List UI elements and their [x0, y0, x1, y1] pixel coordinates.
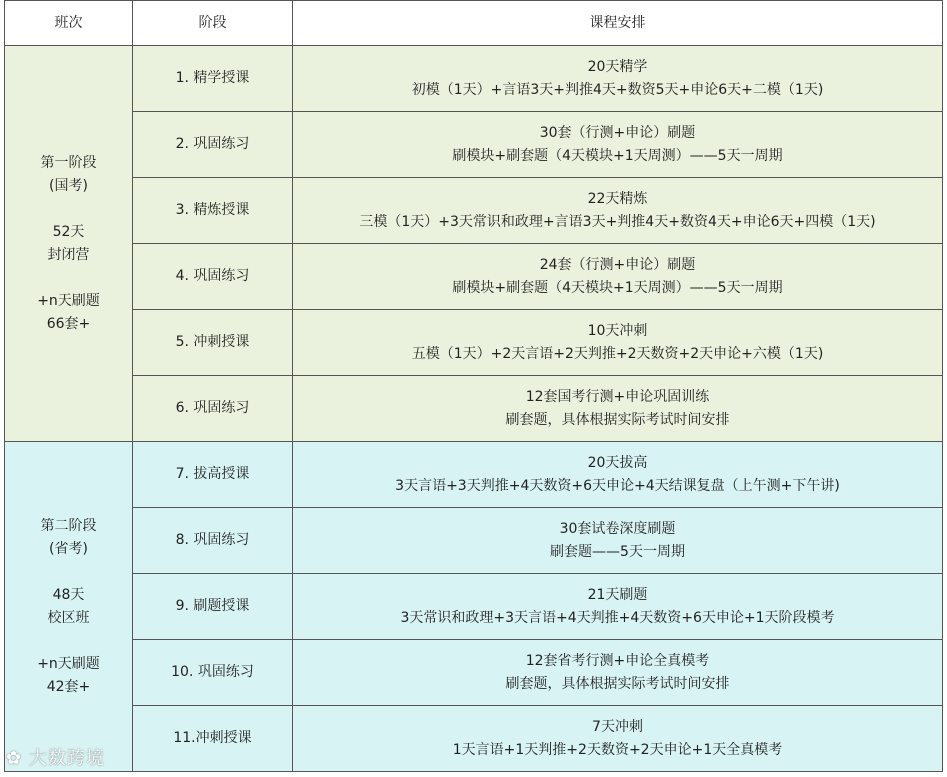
phase-line: 第一阶段 — [40, 154, 97, 171]
schedule-line-1: 12套国考行测+申论巩固训练 — [525, 388, 710, 405]
phase-line: 66套+ — [46, 315, 91, 332]
schedule-cell — [293, 310, 943, 376]
schedule-line-2: 1天言语+1天判推+2天数资+2天申论+1天全真模考 — [452, 741, 783, 758]
table-row — [5, 706, 943, 772]
stage-cell: 8. 巩固练习 — [133, 508, 293, 574]
schedule-cell — [293, 376, 943, 442]
schedule-line-2: 刷套题，具体根据实际考试时间安排 — [505, 675, 730, 692]
schedule-line-1: 20天精学 — [587, 58, 648, 75]
schedule-line-2: 3天常识和政理+3天言语+4天判推+4天数资+6天申论+1天阶段模考 — [400, 609, 835, 626]
schedule-line-1: 7天冲刺 — [592, 718, 643, 735]
stage-cell: 1. 精学授课 — [133, 46, 293, 112]
phase-line: 校区班 — [47, 609, 90, 626]
stage-cell: 3. 精炼授课 — [133, 178, 293, 244]
stage-cell: 6. 巩固练习 — [133, 376, 293, 442]
schedule-line-2: 刷套题，具体根据实际考试时间安排 — [505, 411, 730, 428]
watermark — [6, 744, 105, 770]
table-row — [5, 508, 943, 574]
table-row — [5, 376, 943, 442]
table-row — [5, 46, 943, 112]
stage-cell: 5. 冲刺授课 — [133, 310, 293, 376]
schedule-cell — [293, 706, 943, 772]
table-row — [5, 574, 943, 640]
schedule-line-1: 24套（行测+申论）刷题 — [539, 256, 696, 273]
course-schedule-table — [4, 0, 943, 772]
table-row — [5, 442, 943, 508]
schedule-line-1: 10天冲刺 — [587, 322, 648, 339]
schedule-line-1: 12套省考行测+申论全真模考 — [525, 652, 710, 669]
table-row — [5, 244, 943, 310]
schedule-cell — [293, 574, 943, 640]
schedule-line-2: 初模（1天）+言语3天+判推4天+数资5天+申论6天+二模（1天) — [411, 81, 824, 98]
stage-cell: 7. 拔高授课 — [133, 442, 293, 508]
phase-line: +n天刷题 — [37, 655, 100, 672]
schedule-line-2: 三模（1天）+3天常识和政理+言语3天+判推4天+数资4天+申论6天+四模（1天) — [359, 213, 876, 230]
stage-cell: 4. 巩固练习 — [133, 244, 293, 310]
phase-spacer — [9, 561, 128, 584]
phase-line: 第二阶段 — [40, 517, 97, 534]
schedule-line-1: 20天拔高 — [587, 454, 648, 471]
phase-line: +n天刷题 — [37, 292, 100, 309]
schedule-line-1: 22天精炼 — [587, 190, 648, 207]
schedule-cell — [293, 640, 943, 706]
stage-cell: 2. 巩固练习 — [133, 112, 293, 178]
schedule-line-1: 21天刷题 — [587, 586, 648, 603]
header-stage: 阶段 — [133, 1, 293, 46]
schedule-cell — [293, 46, 943, 112]
schedule-line-2: 刷模块+刷套题（4天模块+1天周测）——5天一周期 — [452, 279, 783, 296]
watermark-logo-icon: ✿ — [6, 748, 23, 769]
table-row — [5, 178, 943, 244]
phase-spacer — [9, 267, 128, 290]
stage-cell: 10. 巩固练习 — [133, 640, 293, 706]
header-row — [5, 1, 943, 46]
header-schedule: 课程安排 — [293, 1, 943, 46]
schedule-cell — [293, 178, 943, 244]
schedule-cell — [293, 442, 943, 508]
phase-line: 封闭营 — [47, 246, 90, 263]
watermark-text: 大数跨境 — [28, 748, 105, 769]
schedule-line-2: 刷套题——5天一周期 — [550, 543, 685, 560]
schedule-line-2: 刷模块+刷套题（4天模块+1天周测）——5天一周期 — [452, 147, 783, 164]
schedule-line-1: 30套（行测+申论）刷题 — [539, 124, 696, 141]
table-row — [5, 112, 943, 178]
phase-line: 52天 — [52, 223, 85, 240]
phase-line: (国考) — [49, 177, 88, 194]
phase-spacer — [9, 198, 128, 221]
phase-line: (省考) — [49, 540, 88, 557]
table-row — [5, 640, 943, 706]
schedule-line-2: 3天言语+3天判推+4天数资+6天申论+4天结课复盘（上午测+下午讲) — [395, 477, 840, 494]
stage-cell: 9. 刷题授课 — [133, 574, 293, 640]
phase-line: 42套+ — [46, 678, 91, 695]
schedule-cell — [293, 112, 943, 178]
schedule-line-2: 五模（1天）+2天言语+2天判推+2天数资+2天申论+六模（1天) — [411, 345, 824, 362]
table-row — [5, 310, 943, 376]
phase-cell-2 — [5, 442, 133, 772]
stage-cell: 11.冲刺授课 — [133, 706, 293, 772]
schedule-line-1: 30套试卷深度刷题 — [559, 520, 676, 537]
phase-spacer — [9, 630, 128, 653]
phase-cell-1 — [5, 46, 133, 442]
schedule-cell — [293, 508, 943, 574]
schedule-cell — [293, 244, 943, 310]
phase-line: 48天 — [52, 586, 85, 603]
header-class: 班次 — [5, 1, 133, 46]
